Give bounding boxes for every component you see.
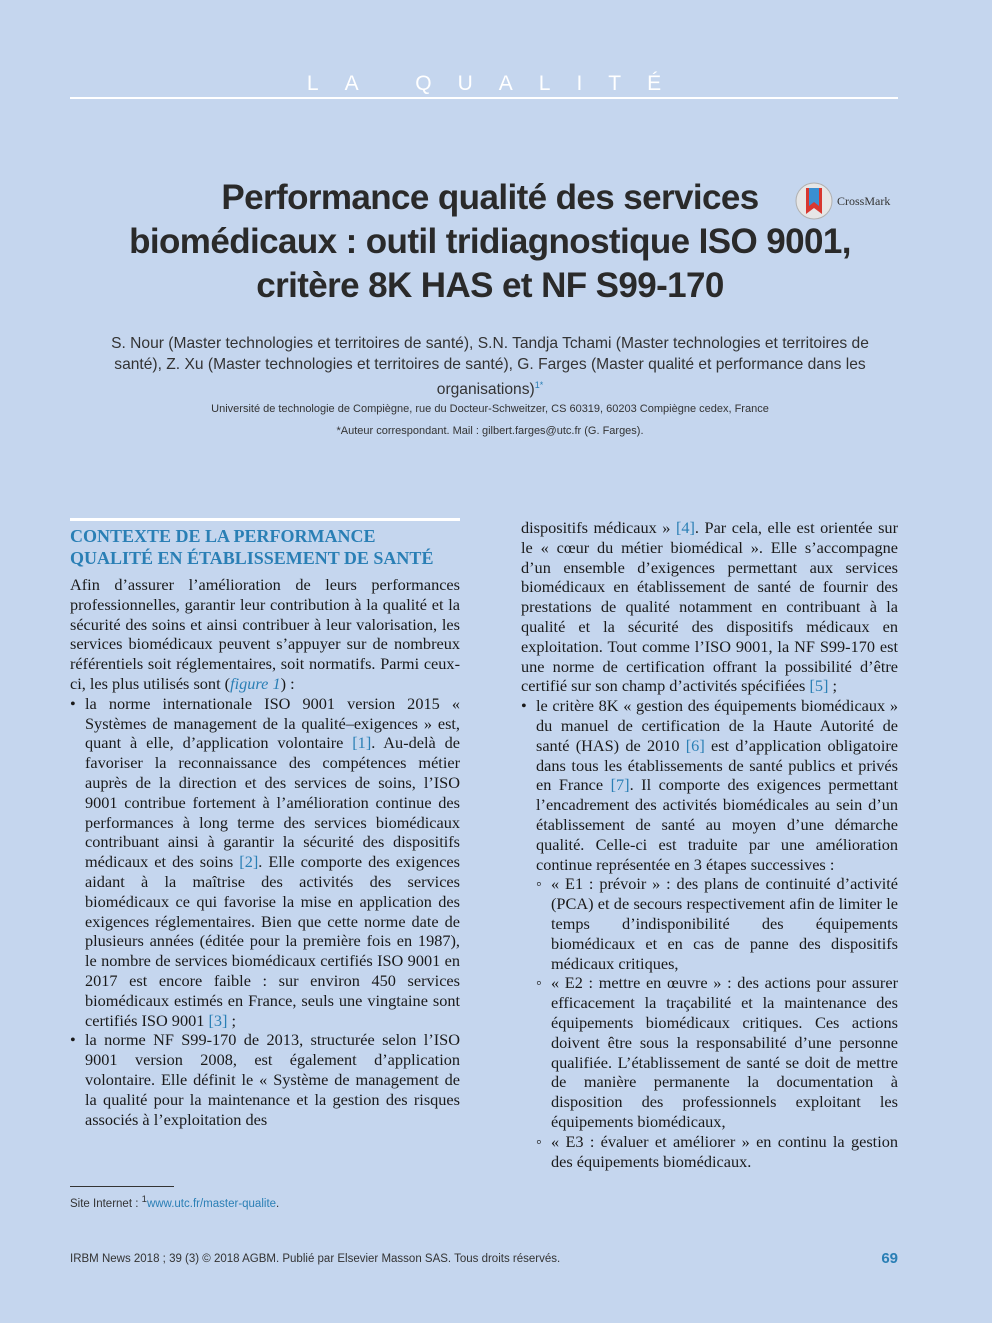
authors-footnote-mark[interactable]: 1* xyxy=(534,380,544,390)
section-heading-line2: QUALITÉ EN ÉTABLISSEMENT DE SANTÉ xyxy=(70,548,434,568)
has8k-text-c: . Il comporte des exigences permettant l’encadrement des activités biomédicales au sein d’un établissement de santé au moyen d’une démarche qualité. Celle-ci est traduite par une amélioration continue représentée en 3 étapes successives : xyxy=(536,775,898,874)
list-item-has8k xyxy=(521,696,898,1171)
ref-3-link[interactable]: [3] xyxy=(208,1010,228,1030)
nfs99170-continued xyxy=(521,518,898,696)
step-e2: ◦ « E2 : mettre en œuvre » : des actions pour assurer efficacement la traçabilité et la maintenance des équipements biomédicaux critiques. Ces actions doivent être sous la responsabilité d’une personne qualifiée. L’établissement de santé se doit de mettre de manière permanente la documentation à disposition des professionnels exploitant les équipements biomédicaux, xyxy=(536,973,898,1131)
left-column xyxy=(70,518,460,1129)
cont-text-b: . Par cela, elle est orientée sur le « cœur du métier biomédical ». Elle s’accompagne d’un ensemble d’exigences permettant aux services biomédicaux en établissement de santé de fournir des prestations de qualité notamment en contribuant à la qualité et la sécurité des dispositifs médicaux en exploitation. Tout comme l’ISO 9001, la NF S99-170 est une norme de certification offrant la possibilité d’être certifié sur son champ d’activités spécifiées xyxy=(521,518,898,696)
crossmark-label: CrossMark xyxy=(837,194,891,208)
section-rule xyxy=(70,518,460,521)
iso9001-text-a: la norme internationale ISO 9001 version 2015 « Systèmes de management de la qualité–exigences » est, quant à elle, d’application volontaire xyxy=(85,693,460,753)
footnote-mark: 1 xyxy=(141,1194,147,1205)
cont-text-c: ; xyxy=(828,676,838,696)
footnote-rule xyxy=(70,1186,174,1187)
figure-1-link[interactable]: figure 1 xyxy=(230,673,281,693)
list-item-iso9001 xyxy=(70,694,460,1031)
ref-6-link[interactable]: [6] xyxy=(685,735,705,755)
steps-list xyxy=(536,874,898,1171)
iso9001-text-d: ; xyxy=(227,1010,237,1030)
journal-citation: IRBM News 2018 ; 39 (3) © 2018 AGBM. Publié par Elsevier Masson SAS. Tous droits réservés. xyxy=(70,1253,561,1265)
ref-1-link[interactable]: [1] xyxy=(352,733,372,753)
list-item-nfs99170 xyxy=(70,1030,460,1129)
intro-text-a: Afin d’assurer l’amélioration de leurs performances professionnelles, garantir leur contribution à la qualité et la sécurité des soins et ainsi contribuer à leur valorisation, les services biomédicaux peuvent s’appuyer sur de nombreux référentiels soit réglementaires, soit normatifs. Parmi ceux-ci, les plus utilisés sont ( xyxy=(70,575,460,693)
authors-text: S. Nour (Master technologies et territoires de santé), S.N. Tandja Tchami (Master technologies et territoires de santé), Z. Xu (Master technologies et territoires de santé), G. Farges (Master qualité et performance dans les organisations) xyxy=(111,335,869,399)
standards-list xyxy=(70,694,460,1130)
nfs99170-text: la norme NF S99-170 de 2013, structurée selon l’ISO 9001 version 2008, est également d’application volontaire. Elle définit le « Système de management de la qualité pour la maintenance et la gestion des risques associés à l’exploitation des xyxy=(85,1030,460,1129)
section-heading xyxy=(70,525,460,569)
cont-text-a: dispositifs médicaux » xyxy=(521,518,676,537)
master-qualite-link[interactable]: www.utc.fr/master-qualite xyxy=(146,1197,277,1210)
standards-list-continued xyxy=(521,696,898,1171)
intro-text-b: ) : xyxy=(280,673,295,693)
crossmark-icon xyxy=(795,180,833,222)
page-number: 69 xyxy=(881,1250,898,1267)
has8k-text-a: le critère 8K « gestion des équipements biomédicaux » du manuel de certification de la Haute Autorité de santé (HAS) de 2010 xyxy=(536,696,898,755)
ref-5-link[interactable]: [5] xyxy=(809,676,829,696)
header-rule xyxy=(70,97,898,99)
intro-paragraph xyxy=(70,575,460,694)
footnote-end: . xyxy=(276,1197,280,1210)
ref-2-link[interactable]: [2] xyxy=(239,852,259,872)
footnote-label: Site Internet : xyxy=(70,1197,142,1210)
step-e1: ◦ « E1 : prévoir » : des plans de continuité d’activité (PCA) et de secours respectivement afin de limiter le temps d’indisponibilité des équipements biomédicaux et en cas de panne des dispositifs médicaux critiques, xyxy=(536,874,898,973)
article-title: Performance qualité des services biomédicaux : outil tridiagnostique ISO 9001, critère 8K HAS et NF S99-170 xyxy=(129,178,851,305)
iso9001-text-b: . Au-delà de favoriser la reconnaissance des compétences métier auprès de la direction et des services de soins, l’ISO 9001 contribue fortement à l’amélioration continue des performances à long terme des services biomédicaux contribuant ainsi à garantir la sécurité des dispositifs médicaux et des soins xyxy=(85,733,460,872)
affiliation: Université de technologie de Compiègne, rue du Docteur-Schweitzer, CS 60319, 60203 Compiègne cedex, France xyxy=(211,403,769,415)
step-e3: ◦ « E3 : évaluer et améliorer » en continu la gestion des équipements biomédicaux. xyxy=(536,1132,898,1172)
running-head: LA QUALITÉ xyxy=(306,72,688,95)
corresponding-author: *Auteur correspondant. Mail : gilbert.farges@utc.fr (G. Farges). xyxy=(336,425,644,437)
iso9001-text-c: . Elle comporte des exigences aidant à la maîtrise des activités des services biomédicaux ce qui favorise la mise en application des exigences réglementaires. Bien que cette norme date de plusieurs années (éditée pour la première fois en 1987), le nombre de services biomédicaux certifiés ISO 9001 en 2017 est encore faible : sur environ 450 services biomédicaux estimés en France, seuls une vingtaine sont certifiés ISO 9001 xyxy=(85,852,460,1030)
authors xyxy=(90,333,890,400)
crossmark-badge[interactable] xyxy=(795,180,905,222)
ref-4-link[interactable]: [4] xyxy=(675,518,695,537)
ref-7-link[interactable]: [7] xyxy=(610,775,630,795)
section-heading-line1: CONTEXTE DE LA PERFORMANCE xyxy=(70,526,376,546)
footnote xyxy=(70,1194,279,1210)
has8k-text-b: est d’application obligatoire dans tous les établissements de santé publics et privés en France xyxy=(536,735,898,795)
right-column xyxy=(521,518,898,1171)
